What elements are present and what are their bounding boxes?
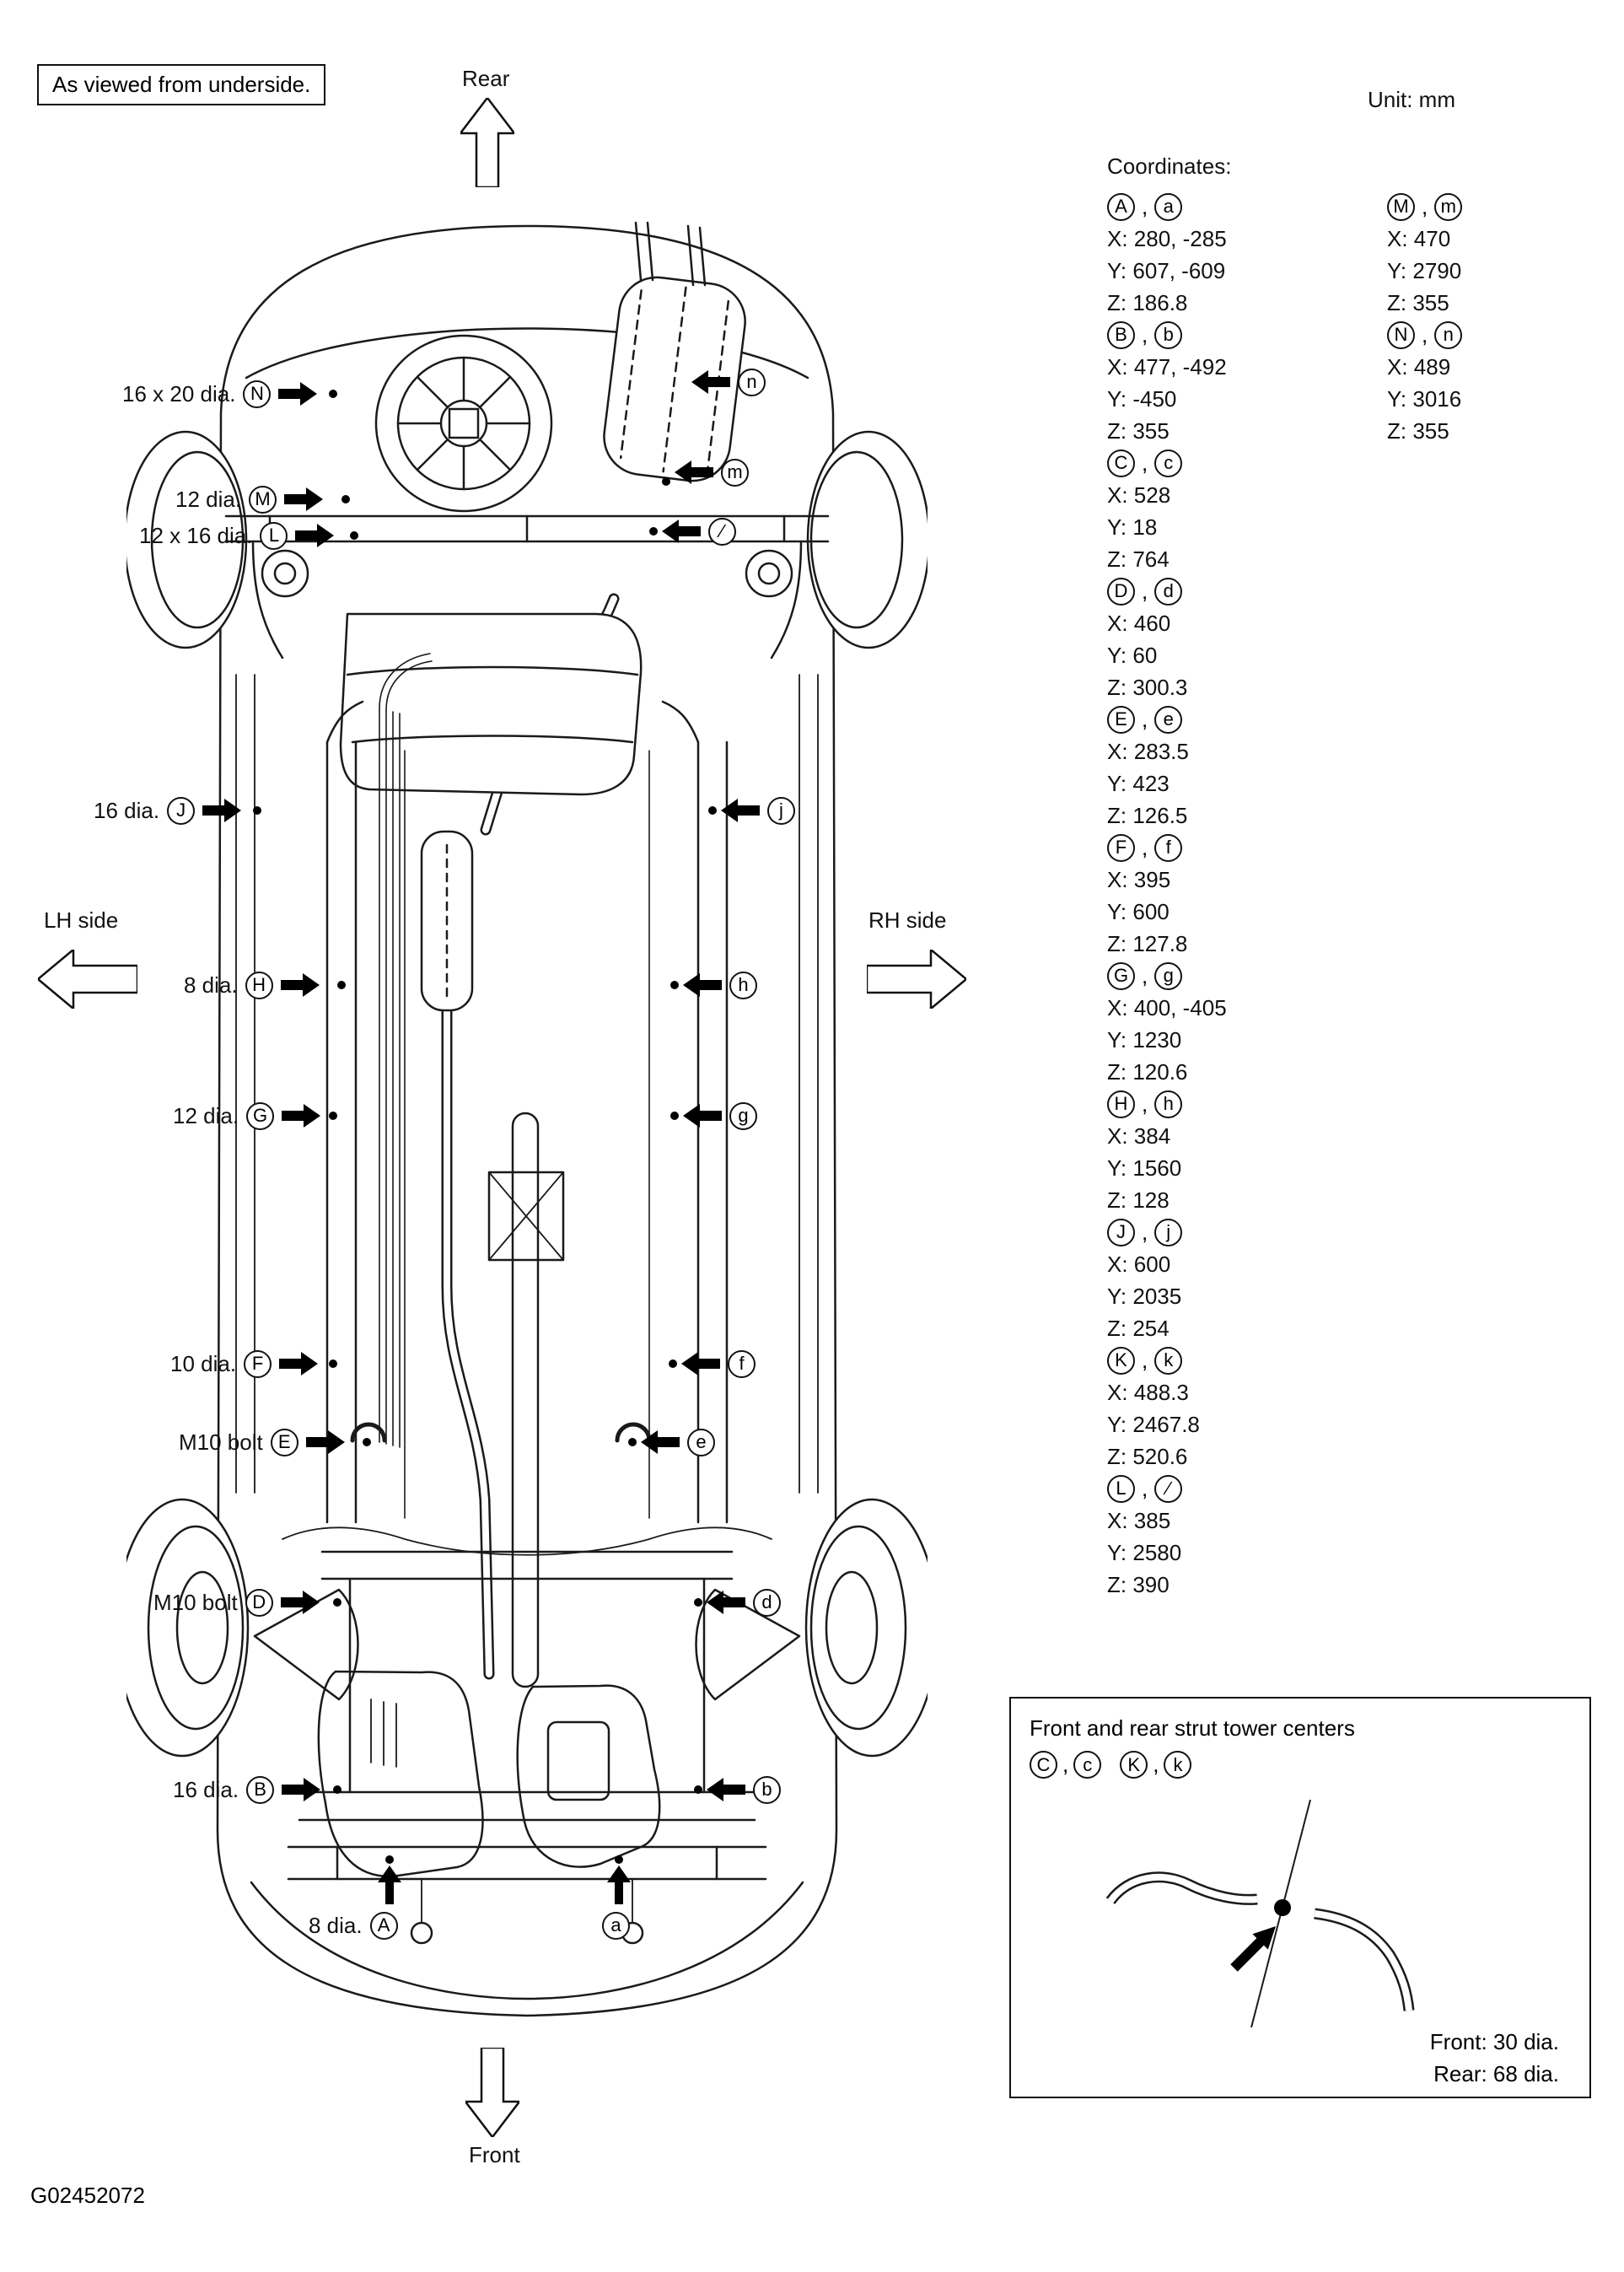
point-letter: A <box>370 1912 398 1940</box>
point-letter: n <box>738 369 766 396</box>
point-letter: G <box>246 1102 274 1130</box>
callout-label: 16 dia. <box>173 1776 239 1802</box>
coordinate-x: X: 400, -405 <box>1107 995 1227 1020</box>
pointer-arrow-left-icon <box>681 1352 720 1376</box>
callout-a <box>602 1909 630 1941</box>
rear-label: Rear <box>462 66 510 91</box>
coordinate-y: Y: 1560 <box>1107 1155 1182 1181</box>
point-letter: K <box>1120 1751 1148 1779</box>
comma: , <box>1153 1752 1159 1777</box>
pointer-arrow-right-icon <box>281 973 320 997</box>
pointer-arrow-left-icon <box>707 1778 745 1801</box>
callout-B <box>173 1774 320 1806</box>
point-letter: f <box>728 1350 756 1378</box>
pointer-arrow-left-icon <box>683 973 722 997</box>
comma: , <box>1142 834 1148 860</box>
callout-h <box>683 969 757 1001</box>
pointer-arrow-right-icon <box>278 382 317 406</box>
point-letter: L <box>260 522 288 550</box>
point-letter-upper: C <box>1107 450 1135 477</box>
coordinate-y: Y: 1230 <box>1107 1027 1182 1053</box>
point-letter-lower: m <box>1434 193 1462 221</box>
coordinate-z: Z: 186.8 <box>1107 290 1188 315</box>
lh-direction-arrow <box>38 950 137 1009</box>
strut-tower-center-diagram <box>1104 1800 1492 2027</box>
comma: , <box>1142 706 1148 732</box>
point-letter-upper: B <box>1107 321 1135 349</box>
coordinate-entry-E <box>1107 703 1227 832</box>
coordinate-x: X: 470 <box>1387 226 1451 251</box>
point-letter-upper: F <box>1107 834 1135 862</box>
coordinate-entry-L <box>1107 1472 1227 1601</box>
comma: , <box>1142 321 1148 347</box>
coordinate-x: X: 280, -285 <box>1107 226 1227 251</box>
coordinate-z: Z: 127.8 <box>1107 931 1188 956</box>
comma: , <box>1142 1219 1148 1245</box>
coordinate-entry-A <box>1107 191 1227 319</box>
coordinate-y: Y: 2790 <box>1387 258 1462 283</box>
pointer-arrow-left-icon <box>641 1430 680 1454</box>
pointer-arrow-left-icon <box>675 460 713 484</box>
coordinate-entry-G <box>1107 960 1227 1088</box>
callout-label: 8 dia. <box>184 972 238 998</box>
callout-G <box>173 1100 320 1132</box>
coordinate-z: Z: 300.3 <box>1107 675 1188 700</box>
callout-H <box>184 969 320 1001</box>
callout-label: 12 x 16 dia. <box>139 522 253 548</box>
point-letter-lower: n <box>1434 321 1462 349</box>
callout-g <box>683 1100 757 1132</box>
callout-label: 8 dia. <box>309 1912 363 1938</box>
point-letter-upper: J <box>1107 1219 1135 1246</box>
callout-A <box>309 1909 398 1941</box>
comma: , <box>1142 578 1148 604</box>
point-letter-lower: f <box>1154 834 1182 862</box>
lh-side-label: LH side <box>44 907 119 933</box>
coordinates-column-left <box>1107 191 1227 1601</box>
coordinate-x: X: 528 <box>1107 482 1171 508</box>
pointer-arrow-up-icon <box>378 1866 401 1904</box>
callout-j <box>721 794 795 826</box>
comma: , <box>1142 1090 1148 1117</box>
coordinate-entry-N <box>1387 319 1462 447</box>
coordinate-entry-B <box>1107 319 1227 447</box>
coordinate-z: Z: 126.5 <box>1107 803 1188 828</box>
point-letter-lower: k <box>1154 1347 1182 1375</box>
strut-tower-box <box>1009 1697 1591 2098</box>
coordinate-y: Y: 60 <box>1107 643 1158 668</box>
strut-box-letters <box>1030 1751 1191 1779</box>
view-note: As viewed from underside. <box>37 64 325 105</box>
point-letter-lower: h <box>1154 1090 1182 1118</box>
rh-side-label: RH side <box>868 907 947 933</box>
coordinate-x: X: 477, -492 <box>1107 354 1227 380</box>
callout-m <box>675 456 749 488</box>
coordinate-x: X: 460 <box>1107 611 1171 636</box>
coordinates-heading: Coordinates: <box>1107 153 1232 179</box>
coordinate-x: X: 384 <box>1107 1123 1171 1149</box>
point-letter: C <box>1030 1751 1057 1779</box>
callout-label: 16 x 20 dia. <box>122 380 236 406</box>
coordinate-y: Y: 2580 <box>1107 1540 1182 1565</box>
point-letter: B <box>246 1776 274 1804</box>
point-letter: k <box>1164 1751 1191 1779</box>
figure-code: G02452072 <box>30 2183 145 2208</box>
pointer-arrow-right-icon <box>282 1778 320 1801</box>
coordinate-entry-J <box>1107 1216 1227 1344</box>
callout-f <box>681 1348 756 1380</box>
point-letter: m <box>721 459 749 487</box>
pointer-arrow-right-icon <box>279 1352 318 1376</box>
coordinate-x: X: 488.3 <box>1107 1380 1189 1405</box>
comma: , <box>1142 193 1148 219</box>
coordinate-entry-F <box>1107 832 1227 960</box>
point-letter-lower: c <box>1154 450 1182 477</box>
point-letter-upper: N <box>1387 321 1415 349</box>
comma: , <box>1062 1752 1069 1777</box>
coordinate-z: Z: 128 <box>1107 1187 1170 1213</box>
coordinate-z: Z: 355 <box>1387 290 1449 315</box>
pointer-arrow-left-icon <box>691 370 730 394</box>
coordinate-z: Z: 254 <box>1107 1316 1170 1341</box>
pointer-arrow-right-icon <box>202 799 241 822</box>
callout-label: M10 bolt <box>153 1589 238 1615</box>
point-letter-lower: b <box>1154 321 1182 349</box>
point-letter: D <box>245 1589 273 1617</box>
point-letter: g <box>729 1102 757 1130</box>
point-letter: c <box>1073 1751 1101 1779</box>
point-letter: b <box>753 1776 781 1804</box>
point-letter-lower: a <box>1154 193 1182 221</box>
rear-direction-arrow <box>460 98 514 187</box>
callout-J <box>94 794 241 826</box>
coordinate-entry-K <box>1107 1344 1227 1472</box>
point-letter-lower: j <box>1154 1219 1182 1246</box>
callout-E <box>179 1426 345 1458</box>
coordinate-x: X: 600 <box>1107 1252 1171 1277</box>
callout-label: 10 dia. <box>170 1350 237 1376</box>
coordinate-z: Z: 355 <box>1387 418 1449 444</box>
pointer-arrow-right-icon <box>306 1430 345 1454</box>
coordinate-entry-H <box>1107 1088 1227 1216</box>
comma: , <box>1142 1347 1148 1373</box>
callout-b <box>707 1774 781 1806</box>
point-letter: H <box>245 972 273 999</box>
point-letter: ∕ <box>708 518 736 546</box>
pointer-arrow-right-icon <box>281 1591 320 1614</box>
comma: , <box>1422 321 1428 347</box>
pointer-arrow-left-icon <box>721 799 760 822</box>
front-label: Front <box>469 2142 520 2167</box>
point-letter-lower: d <box>1154 578 1182 606</box>
coordinate-x: X: 395 <box>1107 867 1171 892</box>
comma: , <box>1142 1475 1148 1501</box>
comma: , <box>1142 450 1148 476</box>
point-letter-upper: D <box>1107 578 1135 606</box>
callout-e <box>641 1426 715 1458</box>
point-letter: M <box>249 486 277 514</box>
strut-box-title: Front and rear strut tower centers <box>1030 1715 1355 1741</box>
point-letter-upper: H <box>1107 1090 1135 1118</box>
callout-M <box>175 483 323 515</box>
coordinate-y: Y: 18 <box>1107 514 1158 540</box>
point-letter-lower: g <box>1154 962 1182 990</box>
coordinate-z: Z: 764 <box>1107 546 1170 572</box>
coordinate-y: Y: 607, -609 <box>1107 258 1226 283</box>
pointer-arrow-right-icon <box>282 1104 320 1128</box>
coordinate-x: X: 385 <box>1107 1508 1171 1533</box>
pointer-arrow-right-icon <box>284 487 323 511</box>
pointer-arrow-up-icon <box>607 1866 631 1904</box>
point-letter-upper: E <box>1107 706 1135 734</box>
pointer-arrow-left-icon <box>662 520 701 543</box>
callout-F <box>170 1348 318 1380</box>
strut-front-note: Front: 30 dia. <box>1429 2029 1559 2054</box>
point-letter: j <box>767 797 795 825</box>
comma: , <box>1422 193 1428 219</box>
callout-label: M10 bolt <box>179 1429 263 1455</box>
point-letter: N <box>243 380 271 408</box>
point-letter: h <box>729 972 757 999</box>
coordinate-z: Z: 520.6 <box>1107 1444 1188 1469</box>
pointer-arrow-right-icon <box>295 524 334 547</box>
coordinate-z: Z: 120.6 <box>1107 1059 1188 1085</box>
point-letter-lower: ∕ <box>1154 1475 1182 1503</box>
coordinate-y: Y: -450 <box>1107 386 1177 412</box>
callout-label: 16 dia. <box>94 797 160 823</box>
point-letter: a <box>602 1912 630 1940</box>
point-letter-upper: L <box>1107 1475 1135 1503</box>
callout-n <box>691 366 766 398</box>
unit-label: Unit: mm <box>1368 87 1455 112</box>
coordinate-entry-C <box>1107 447 1227 575</box>
coordinates-column-right <box>1387 191 1462 447</box>
callout-label: 12 dia. <box>175 486 242 512</box>
point-letter-upper: K <box>1107 1347 1135 1375</box>
coordinate-x: X: 489 <box>1387 354 1451 380</box>
coordinate-y: Y: 2035 <box>1107 1284 1182 1309</box>
pointer-arrow-left-icon <box>707 1591 745 1614</box>
coordinate-y: Y: 2467.8 <box>1107 1412 1200 1437</box>
point-letter: E <box>271 1429 298 1456</box>
comma: , <box>1142 962 1148 988</box>
point-letter-lower: e <box>1154 706 1182 734</box>
callout-N <box>122 378 317 410</box>
point-letter: J <box>167 797 195 825</box>
coordinate-x: X: 283.5 <box>1107 739 1189 764</box>
coordinate-entry-M <box>1387 191 1462 319</box>
point-letter: d <box>753 1589 781 1617</box>
coordinate-y: Y: 423 <box>1107 771 1170 796</box>
coordinate-y: Y: 3016 <box>1387 386 1462 412</box>
coordinate-y: Y: 600 <box>1107 899 1170 924</box>
point-letter-upper: G <box>1107 962 1135 990</box>
pointer-arrow-left-icon <box>683 1104 722 1128</box>
coordinate-z: Z: 390 <box>1107 1572 1170 1597</box>
callout-L <box>139 520 334 552</box>
point-letter-upper: A <box>1107 193 1135 221</box>
coordinate-z: Z: 355 <box>1107 418 1170 444</box>
strut-rear-note: Rear: 68 dia. <box>1433 2061 1559 2086</box>
point-letter-upper: M <box>1387 193 1415 221</box>
point-letter: e <box>687 1429 715 1456</box>
callout-D <box>153 1586 320 1618</box>
coordinate-entry-D <box>1107 575 1227 703</box>
callout-label: 12 dia. <box>173 1102 239 1128</box>
callout-l <box>662 515 736 547</box>
point-letter: F <box>244 1350 272 1378</box>
callout-d <box>707 1586 781 1618</box>
